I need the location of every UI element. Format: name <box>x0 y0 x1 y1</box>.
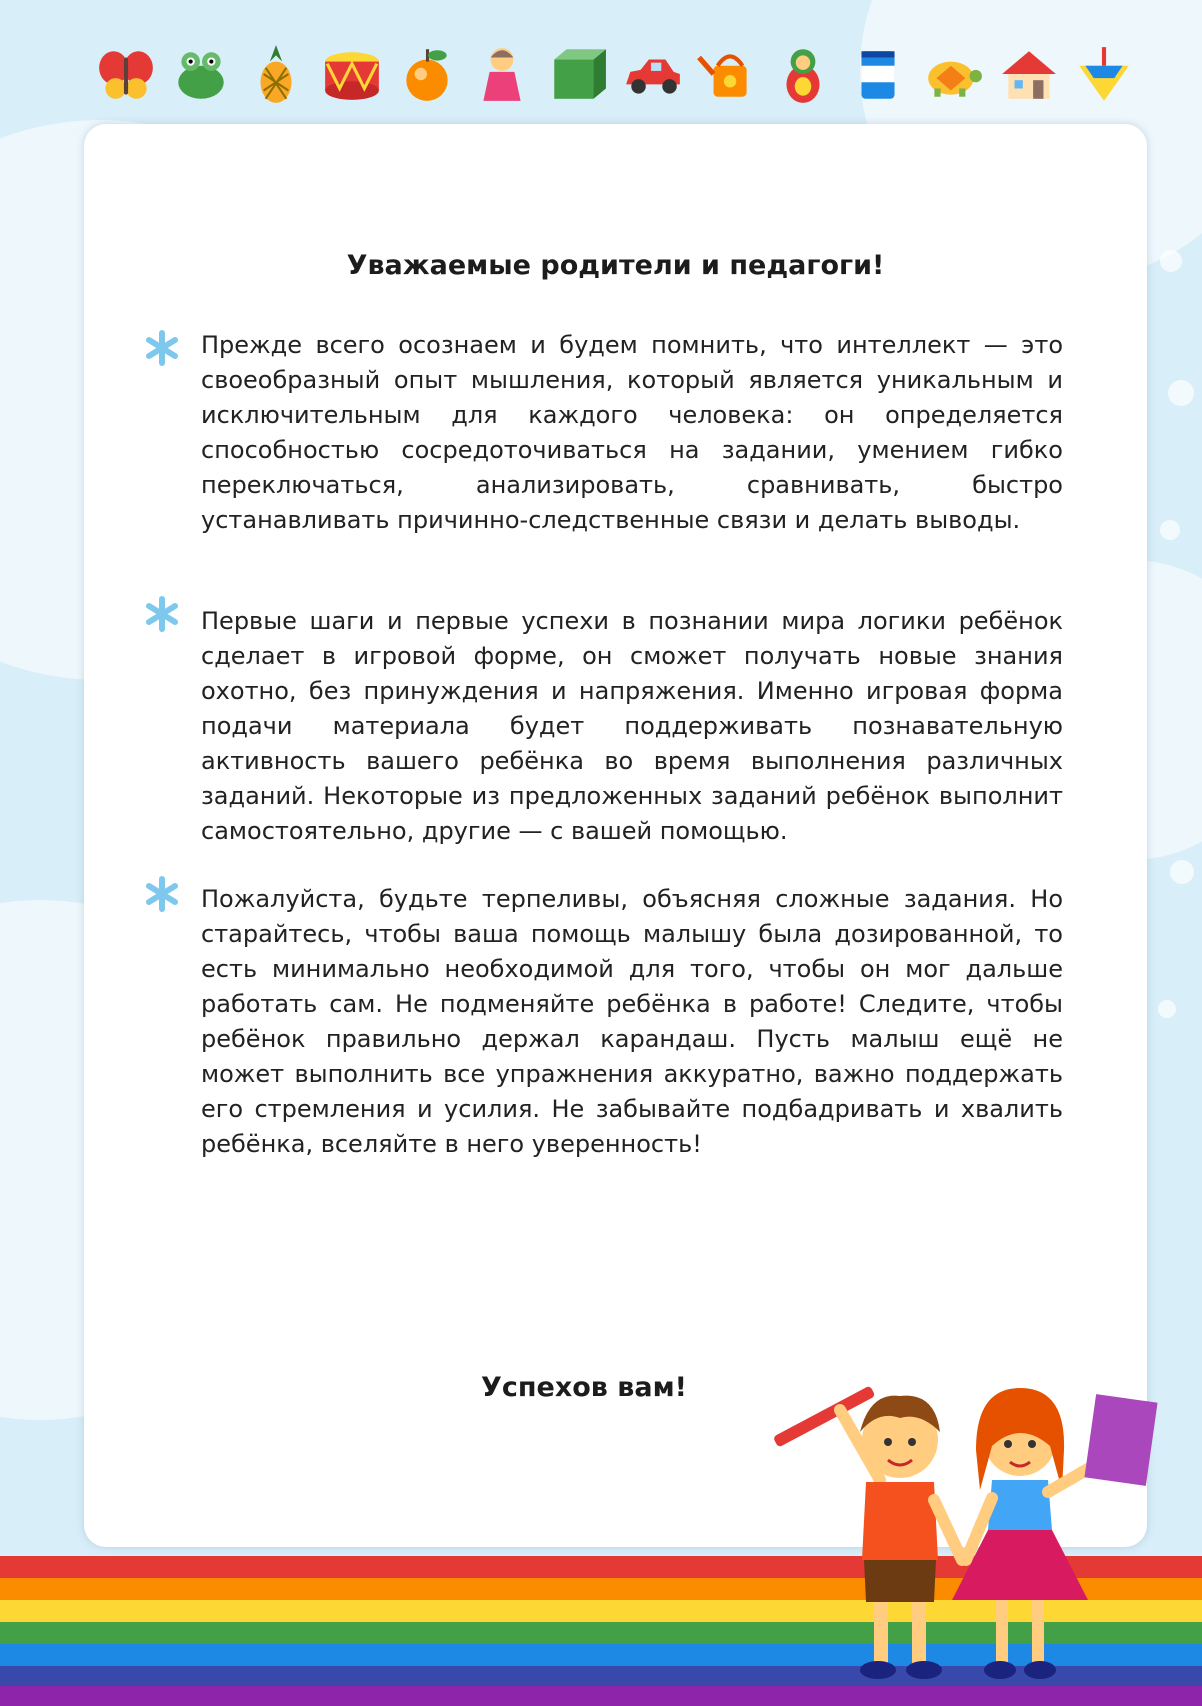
kids-illustration <box>770 1370 1190 1700</box>
background-dot <box>1160 250 1182 272</box>
background-dot <box>1170 860 1194 884</box>
toy-icon-row <box>95 38 1135 110</box>
letter-heading: Уважаемые родители и педагоги! <box>346 250 885 281</box>
background-dot <box>1160 520 1180 540</box>
block-icon <box>546 43 608 105</box>
butterfly-icon <box>95 43 157 105</box>
background-dot <box>1158 1000 1176 1018</box>
turtle-icon <box>922 43 984 105</box>
matryoshka-icon <box>772 43 834 105</box>
letter-paragraph: Прежде всего осознаем и будем помнить, что интеллект — это своеобразный опыт мышления, который является уникальным и исключительным для каждого человека: он определяется способностью сосредоточиваться на задании, умением гибко переключаться, анализировать, сравнивать, быстро устанавливать причинно-следственные связи и делать выводы. <box>201 331 1063 534</box>
apple-icon <box>396 43 458 105</box>
snowflake-bullet-icon <box>144 330 180 366</box>
book-icon <box>1084 1394 1157 1486</box>
frog-icon <box>170 43 232 105</box>
drum-icon <box>321 43 383 105</box>
background-dot <box>1168 380 1194 406</box>
snowflake-bullet-icon <box>144 596 180 632</box>
spinning-top-icon <box>1073 43 1135 105</box>
boy-figure <box>840 1396 962 1679</box>
pineapple-icon <box>245 43 307 105</box>
house-icon <box>998 43 1060 105</box>
girl-figure <box>952 1388 1100 1679</box>
snowflake-bullet-icon <box>144 876 180 912</box>
letter-card <box>84 124 1147 1547</box>
closing-text: Успехов вам! <box>481 1372 687 1403</box>
letter-paragraph: Первые шаги и первые успехи в познании мира логики ребёнок сделает в игровой форме, он сможет получать новые знания охотно, без принуждения и напряжения. Именно игровая форма подачи материала будет поддерживать познавательную активность вашего ребёнка во время выполнения различных заданий. Некоторые из предложенных заданий ребёнок выполнит самостоятельно, другие — с вашей помощью. <box>201 607 1063 845</box>
car-icon <box>622 43 684 105</box>
jar-icon <box>847 43 909 105</box>
letter-paragraph: Пожалуйста, будьте терпеливы, объясняя сложные задания. Но старайтесь, чтобы ваша помощь малышу была дозированной, то есть минимально необходимой для того, чтобы он мог дальше работать сам. Не подменяйте ребёнка в работе! Следите, чтобы ребёнок правильно держал карандаш. Пусть малыш ещё не может выполнить все упражнения аккуратно, важно поддержать его стремления и усилия. Не забывайте подбадривать и хвалить ребёнка, вселяйте в него уверенность! <box>201 885 1063 1158</box>
watering-can-icon <box>697 43 759 105</box>
doll-icon <box>471 43 533 105</box>
